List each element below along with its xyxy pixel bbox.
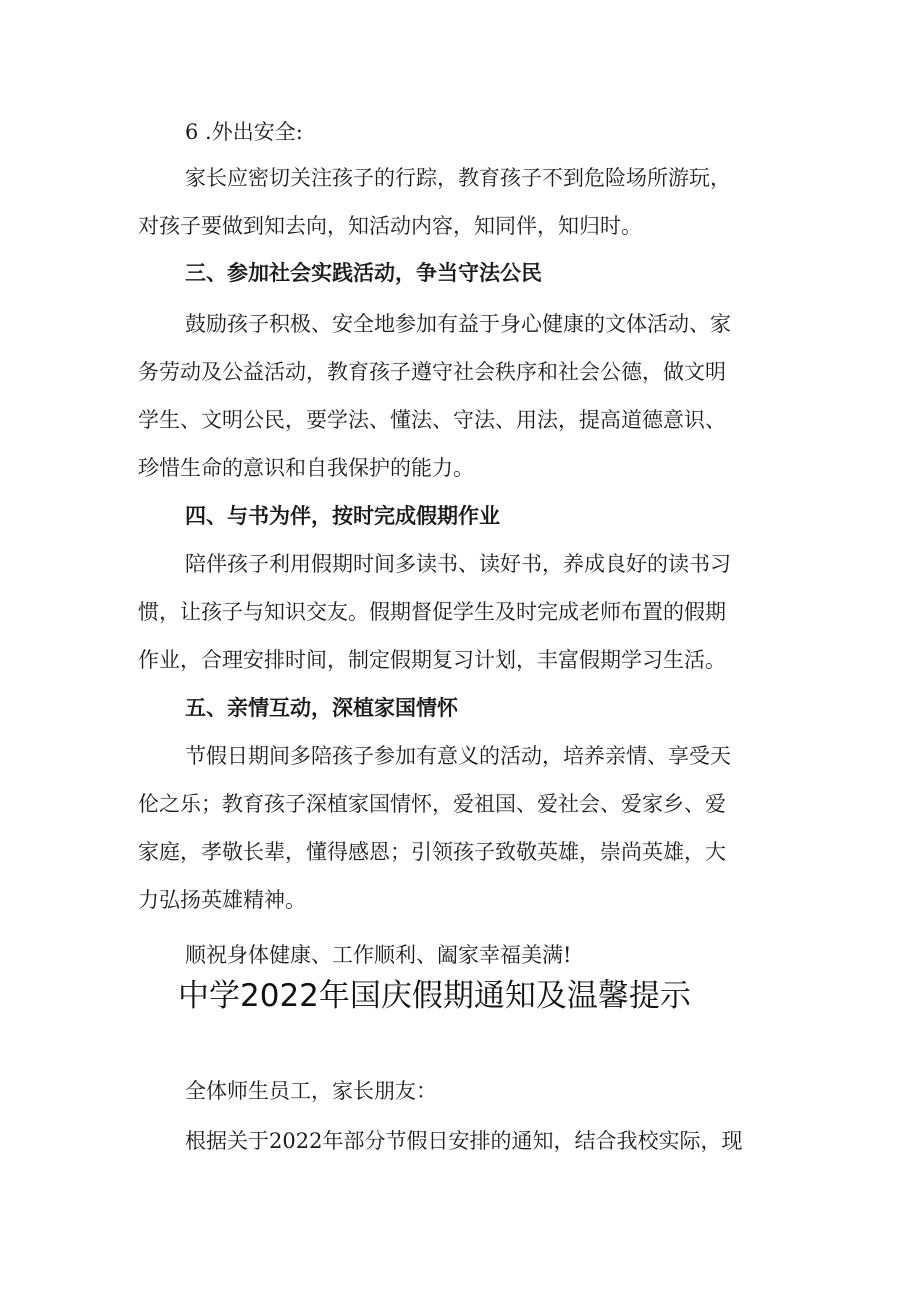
section-5-heading: 五、亲情互动，深植家国情怀 [185,696,458,720]
section-5-line-1: 节假日期间多陪孩子参加有意义的活动，培养亲情、享受天 [185,744,731,768]
section-3-heading: 三、参加社会实践活动，争当守法公民 [185,261,542,285]
section-5-line-4: 力弘扬英雄精神。 [138,888,306,912]
closing-line: 顺祝身体健康、工作顺利、阖家幸福美满! [185,943,572,967]
greeting-line: 全体师生员工，家长朋友： [185,1079,437,1103]
section-4-line-3: 作业，合理安排时间，制定假期复习计划，丰富假期学习生活。 [138,648,726,672]
section-3-line-3: 学生、文明公民，要学法、懂法、守法、用法，提高道德意识、 [138,408,726,432]
section-3-line-4: 珍惜生命的意识和自我保护的能力。 [138,456,474,480]
section-5-line-2: 伦之乐；教育孩子深植家国情怀，爱祖国、爱社会、爱家乡、爱 [138,792,726,816]
section-6-line-1: 家长应密切关注孩子的行踪，教育孩子不到危险场所游玩， [185,166,731,190]
section-4-line-2: 惯，让孩子与知识交友。假期督促学生及时完成老师布置的假期 [138,600,726,624]
section-3-line-2: 务劳动及公益活动，教育孩子遵守社会秩序和社会公德，做文明 [138,360,726,384]
section-5-line-3: 家庭，孝敬长辈，懂得感恩；引领孩子致敬英雄，崇尚英雄，大 [138,840,726,864]
section-6-heading: 6 .外出安全: [185,120,303,144]
section-4-heading: 四、与书为伴，按时完成假期作业 [185,504,500,528]
section-4-line-1: 陪伴孩子利用假期时间多读书、读好书，养成良好的读书习 [185,552,731,576]
second-document-title: 中学2022年国庆假期通知及温馨提示 [178,978,691,1014]
section-6-line-2: 对孩子要做到知去向，知活动内容，知同伴，知归时。 [138,214,642,238]
section-3-line-1: 鼓励孩子积极、安全地参加有益于身心健康的文体活动、家 [185,312,731,336]
notice-body-line: 根据关于2022年部分节假日安排的通知，结合我校实际，现 [185,1129,743,1153]
